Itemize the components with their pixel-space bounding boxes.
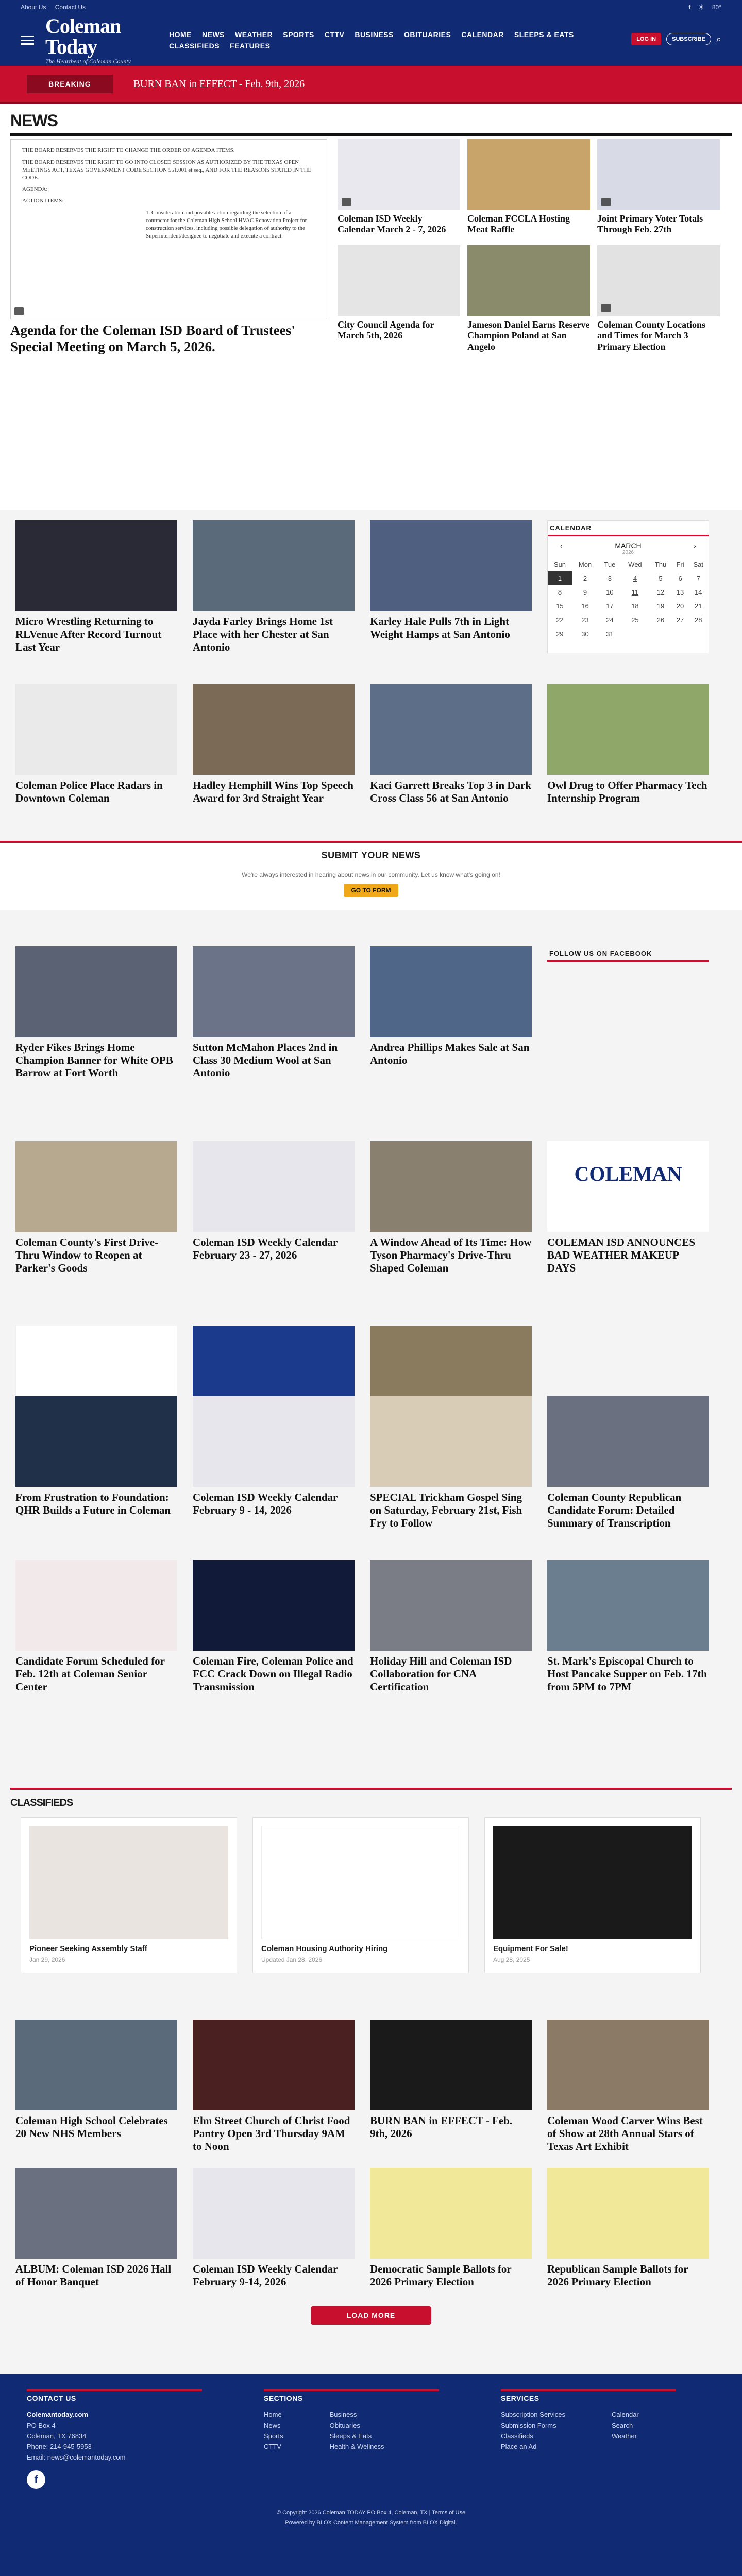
- story-card[interactable]: Owl Drug to Offer Pharmacy Tech Internship Program: [547, 684, 709, 805]
- nav-obituaries[interactable]: OBITUARIES: [403, 30, 451, 39]
- story-card[interactable]: Ryder Fikes Brings Home Champion Banner for White OPB Barrow at Fort Worth: [15, 946, 177, 1079]
- menu-icon[interactable]: [21, 36, 34, 45]
- calendar-year: 2026: [622, 550, 634, 555]
- contact-link[interactable]: Contact Us: [55, 4, 86, 11]
- submit-title: SUBMIT YOUR NEWS: [321, 850, 421, 860]
- story-row: [0, 2014, 742, 2153]
- news-item[interactable]: Jameson Daniel Earns Reserve Champion Poland at San Angelo: [467, 245, 590, 355]
- site-footer: [0, 2374, 742, 2576]
- story-card[interactable]: SPECIAL Trickham Gospel Sing on Saturday, February 21st, Fish Fry to Follow: [370, 1396, 532, 1529]
- story-row: [0, 2153, 742, 2289]
- story-card[interactable]: Coleman ISD Weekly Calendar February 23 - 27, 2026: [193, 1141, 355, 1274]
- classified-card[interactable]: Equipment For Sale! Aug 28, 2025: [484, 1817, 701, 1973]
- story-card[interactable]: From Frustration to Foundation: QHR Builds a Future in Coleman: [15, 1396, 177, 1529]
- nav-business[interactable]: BUSINESS: [355, 30, 394, 39]
- about-link[interactable]: About Us: [21, 4, 46, 11]
- footer-sections: SECTIONS Home News Sports CTTV Business Obituaries Sleeps & Eats Health & Wellness: [264, 2389, 439, 2489]
- facebook-title[interactable]: FOLLOW US ON FACEBOOK: [547, 946, 709, 962]
- subscribe-button[interactable]: SUBSCRIBE: [666, 33, 711, 45]
- calendar-month: MARCH: [615, 541, 642, 550]
- story-card[interactable]: Candidate Forum Scheduled for Feb. 12th at Coleman Senior Center: [15, 1560, 177, 1693]
- nav-news[interactable]: NEWS: [202, 30, 225, 39]
- classified-card[interactable]: Pioneer Seeking Assembly Staff Jan 29, 2026: [21, 1817, 237, 1973]
- news-item[interactable]: Coleman FCCLA Hosting Meat Raffle: [467, 139, 590, 238]
- story-card[interactable]: Micro Wrestling Returning to RLVenue After Record Turnout Last Year: [15, 520, 177, 653]
- story-card[interactable]: Kaci Garrett Breaks Top 3 in Dark Cross Class 56 at San Antonio: [370, 684, 532, 805]
- story-card[interactable]: COLEMAN COLEMAN ISD ANNOUNCES BAD WEATHER MAKEUP DAYS: [547, 1141, 709, 1274]
- powered-by-text: Powered by BLOX Content Management System from BLOX Digital.: [285, 2519, 457, 2526]
- temperature: 80°: [712, 4, 721, 11]
- nav-weather[interactable]: WEATHER: [235, 30, 273, 39]
- story-card[interactable]: Democratic Sample Ballots for 2026 Primary Election: [370, 2168, 532, 2289]
- classifieds-title: CLASSIFIEDS: [10, 1797, 73, 1808]
- calendar-day[interactable]: 1: [548, 571, 572, 585]
- calendar-title: CALENDAR: [548, 521, 709, 536]
- story-card[interactable]: Karley Hale Pulls 7th in Light Weight Hamps at San Antonio: [370, 520, 532, 653]
- story-row: [0, 1529, 742, 1693]
- sun-icon: ☀: [698, 3, 705, 12]
- story-card[interactable]: Elm Street Church of Christ Food Pantry Open 3rd Thursday 9AM to Noon: [193, 2020, 355, 2153]
- story-card[interactable]: Coleman County's First Drive-Thru Window to Reopen at Parker's Goods: [15, 1141, 177, 1274]
- story-card[interactable]: ALBUM: Coleman ISD 2026 Hall of Honor Banquet: [15, 2168, 177, 2289]
- nav-features[interactable]: FEATURES: [230, 42, 271, 50]
- story-row: [0, 510, 742, 653]
- story-card[interactable]: Holiday Hill and Coleman ISD Collaboration for CNA Certification: [370, 1560, 532, 1693]
- submit-news-panel: [0, 841, 742, 910]
- featured-caption[interactable]: Agenda for the Coleman ISD Board of Trustees' Special Meeting on March 5, 2026.: [10, 323, 295, 354]
- story-card[interactable]: Jayda Farley Brings Home 1st Place with her Chester at San Antonio: [193, 520, 355, 653]
- story-row: [0, 653, 742, 805]
- news-item[interactable]: Joint Primary Voter Totals Through Feb. 27th: [597, 139, 720, 238]
- classified-card[interactable]: Coleman Housing Authority Hiring Updated Jan 28, 2026: [252, 1817, 469, 1973]
- facebook-icon[interactable]: f: [688, 4, 691, 11]
- news-item[interactable]: Coleman County Locations and Times for March 3 Primary Election: [597, 245, 720, 355]
- story-card[interactable]: Coleman ISD Weekly Calendar February 9 - 14, 2026: [193, 1396, 355, 1529]
- top-bar: [0, 0, 742, 14]
- classifieds-section: [0, 1788, 742, 2014]
- news-item[interactable]: Coleman ISD Weekly Calendar March 2 - 7, 2026: [338, 139, 460, 238]
- story-row: [0, 1396, 742, 1529]
- nav-classifieds[interactable]: CLASSIFIEDS: [169, 42, 220, 50]
- breaking-tag: BREAKING: [27, 75, 113, 93]
- load-more-button[interactable]: LOAD MORE: [311, 2306, 432, 2325]
- story-card[interactable]: Coleman Wood Carver Wins Best of Show at 28th Annual Stars of Texas Art Exhibit: [547, 2020, 709, 2153]
- story-row: [0, 1079, 742, 1274]
- news-grid: [338, 139, 720, 355]
- calendar-grid: Sun Mon Tue Wed Thu Fri Sat 1 2 3 4 5 6 7 8 9 10 11 12 13 14 15 16 17 18 19 20 21 22 23 24 25 26 27 28 29 30 31: [548, 557, 709, 641]
- news-section-title: NEWS: [10, 111, 58, 130]
- facebook-widget: [547, 946, 709, 1079]
- story-card[interactable]: Coleman ISD Weekly Calendar February 9-14, 2026: [193, 2168, 355, 2289]
- breaking-banner[interactable]: [0, 66, 742, 104]
- news-item[interactable]: City Council Agenda for March 5th, 2026: [338, 245, 460, 355]
- footer-facebook-icon[interactable]: f: [27, 2470, 45, 2489]
- nav-home[interactable]: HOME: [169, 30, 192, 39]
- search-icon[interactable]: ⌕: [716, 33, 721, 44]
- nav-calendar[interactable]: CALENDAR: [461, 30, 504, 39]
- story-card[interactable]: Coleman High School Celebrates 20 New NHS Members: [15, 2020, 177, 2153]
- calendar-widget: [547, 520, 709, 653]
- nav-sleeps-eats[interactable]: SLEEPS & EATS: [514, 30, 574, 39]
- story-card[interactable]: Coleman Police Place Radars in Downtown Coleman: [15, 684, 177, 805]
- story-card[interactable]: A Window Ahead of Its Time: How Tyson Pharmacy's Drive-Thru Shaped Coleman: [370, 1141, 532, 1274]
- submit-text: We're always interested in hearing about news in our community. Let us know what's going on!: [242, 871, 500, 878]
- story-card[interactable]: Coleman County Republican Candidate Forum: Detailed Summary of Transcription: [547, 1396, 709, 1529]
- story-card[interactable]: St. Mark's Episcopal Church to Host Pancake Supper on Feb. 17th from 5PM to 7PM: [547, 1560, 709, 1693]
- copyright-text: © Copyright 2026 Coleman TODAY PO Box 4, Coleman, TX | Terms of Use: [276, 2510, 466, 2516]
- news-section: [10, 136, 732, 361]
- next-month-icon[interactable]: ›: [694, 541, 696, 550]
- site-logo[interactable]: Coleman Today The Heartbeat of Coleman County: [45, 14, 131, 65]
- site-header: [0, 14, 742, 66]
- story-card[interactable]: Coleman Fire, Coleman Police and FCC Crack Down on Illegal Radio Transmission: [193, 1560, 355, 1693]
- go-to-form-button[interactable]: GO TO FORM: [344, 884, 398, 897]
- story-card[interactable]: Hadley Hemphill Wins Top Speech Award for 3rd Straight Year: [193, 684, 355, 805]
- featured-story[interactable]: THE BOARD RESERVES THE RIGHT TO CHANGE THE ORDER OF AGENDA ITEMS. THE BOARD RESERVES THE RIGHT TO GO INTO CLOSED SESSION AS AUTHORIZED BY THE TEXAS OPEN MEETINGS ACT, TEXAS GOVERNMENT CODE SECTION 551.001 et seq., AND FOR THE REASONS STATED IN THE CODE. AGENDA: ACTION ITEMS: 1. Consideration and possible action regarding the selection of a contractor for the Coleman High School HVAC Renovation Project for construction services, including possible delegation of authority to the Superintendent/designee to negotiate and execute a contract Agenda for the Coleman ISD Board of Trustees' Special Meeting on March 5, 2026.: [10, 139, 327, 355]
- story-card[interactable]: Republican Sample Ballots for 2026 Primary Election: [547, 2168, 709, 2289]
- prev-month-icon[interactable]: ‹: [560, 541, 563, 550]
- nav-cttv[interactable]: CTTV: [324, 30, 345, 39]
- main-nav: [169, 30, 602, 50]
- nav-sports[interactable]: SPORTS: [283, 30, 314, 39]
- login-button[interactable]: LOG IN: [631, 33, 661, 45]
- camera-icon: [14, 307, 24, 315]
- footer-contact: CONTACT US Colemantoday.com PO Box 4 Coleman, TX 76834 Phone: 214-945-5953 Email: news@colemantoday.com f: [27, 2389, 202, 2489]
- footer-services: SERVICES Subscription Services Submission Forms Classifieds Place an Ad Calendar Search Weather: [501, 2389, 676, 2489]
- story-row: [0, 910, 742, 1079]
- story-card[interactable]: Sutton McMahon Places 2nd in Class 30 Medium Wool at San Antonio: [193, 946, 355, 1079]
- breaking-text[interactable]: BURN BAN in EFFECT - Feb. 9th, 2026: [133, 78, 305, 90]
- story-card[interactable]: Andrea Phillips Makes Sale at San Antonio: [370, 946, 532, 1079]
- story-card[interactable]: BURN BAN in EFFECT - Feb. 9th, 2026: [370, 2020, 532, 2153]
